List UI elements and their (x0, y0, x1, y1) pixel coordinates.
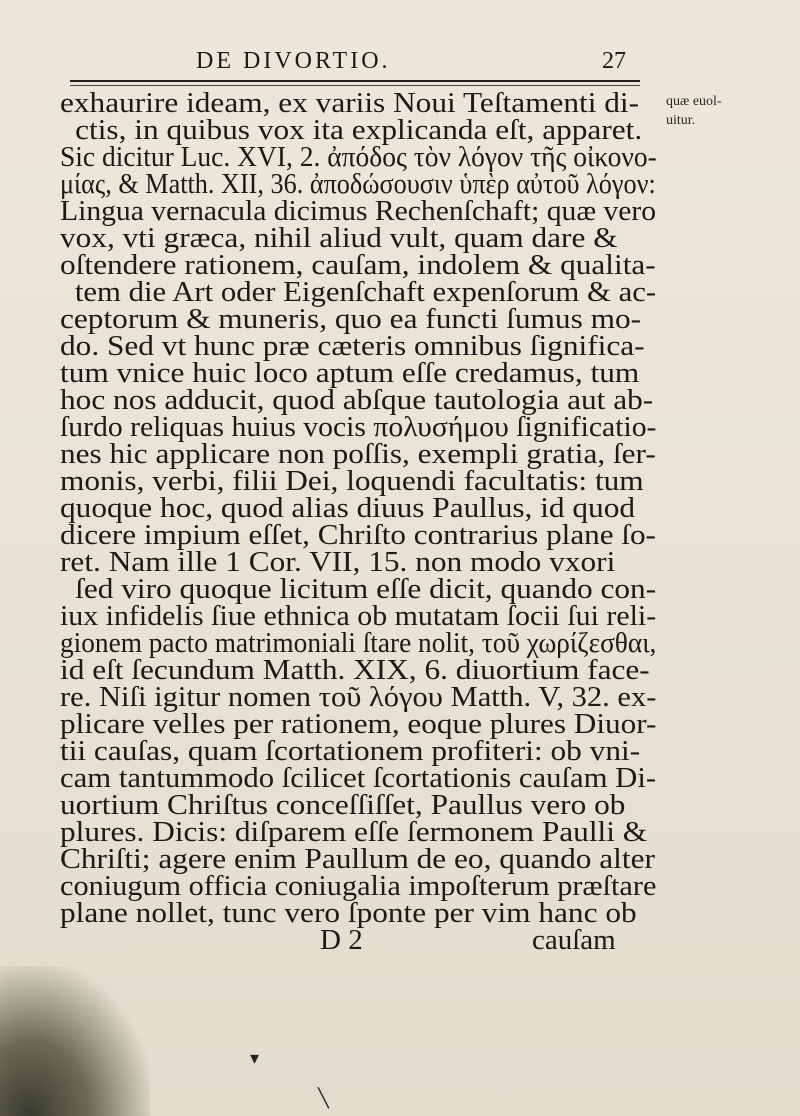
margin-note (666, 92, 796, 130)
text-line: monis, verbi, filii Dei, loquendi facultatis: tum (60, 465, 644, 497)
text-line: ſurdo reliquas huius vocis πολυσήμου ſignificatio- (60, 411, 657, 443)
text-line: hoc nos adducit, quod abſque tautologia aut ab- (60, 384, 654, 416)
text-line: ſed viro quoque licitum eſſe dicit, quando con- (75, 573, 657, 605)
text-line: quoque hoc, quod alias diuus Paullus, id quod (60, 492, 636, 524)
text-line: ctis, in quibus vox ita explicanda eſt, apparet. (75, 114, 643, 146)
text-line: exhaurire ideam, ex variis Noui Teſtamenti di- (60, 87, 640, 119)
text-line: uortium Chriſtus conceſſiſſet, Paullus vero ob (60, 789, 626, 821)
text-line: cam tantummodo ſcilicet ſcortationis cauſam Di- (60, 762, 657, 794)
margin-note-line: quæ euol- (666, 94, 722, 109)
text-line: Lingua vernacula dicimus Rechenſchaft; quæ vero (60, 195, 657, 227)
header-rule (70, 80, 640, 86)
ink-speck: ╲ (318, 1088, 329, 1109)
text-line: re. Niſi igitur nomen τοῦ λόγου Matth. V, 32. ex- (60, 681, 657, 713)
text-line: tii cauſas, quam ſcortationem profiteri: ob vni- (60, 735, 641, 767)
text-line: nes hic applicare non poſſis, exempli gratia, ſer- (60, 438, 656, 470)
text-line: oſtendere rationem, cauſam, indolem & qualita- (60, 249, 656, 281)
text-line: plane nollet, tunc vero ſponte per vim hanc ob (60, 897, 637, 929)
ink-speck: ▾ (250, 1048, 260, 1069)
text-line: gionem pacto matrimoniali ſtare nolit, τοῦ χωρίζεσθαι, (60, 627, 657, 659)
page-header (60, 48, 650, 82)
text-line: Sic dicitur Luc. XVI, 2. ἀπόδος τὸν λόγον τῆς οἰκονο- (60, 141, 657, 173)
text-line: plures. Dicis: diſparem eſſe ſermonem Paulli & (60, 816, 648, 848)
text-line: vox, vti græca, nihil aliud vult, quam dare & (60, 222, 618, 254)
page-shadow (0, 966, 150, 1116)
catch-line (60, 924, 660, 956)
text-line: coniugum officia coniugalia impoſterum præſtare (60, 870, 657, 902)
running-title: DE DIVORTIO. (196, 48, 391, 74)
text-line: μίας, & Matth. XII, 36. ἀποδώσουσιν ὑπὲρ αὐτοῦ λόγον: (60, 168, 656, 200)
catchword: cauſam (532, 924, 616, 956)
signature-mark: D 2 (320, 924, 363, 956)
page-number: 27 (602, 48, 626, 74)
text-line: id eſt ſecundum Matth. XIX, 6. diuortium face- (60, 654, 650, 686)
margin-note-line: uitur. (666, 113, 696, 128)
text-line: ret. Nam ille 1 Cor. VII, 15. non modo vxori (60, 546, 616, 578)
body-text (60, 87, 660, 956)
text-line: plicare velles per rationem, eoque plures Diuor- (60, 708, 657, 740)
text-line: ceptorum & muneris, quo ea functi ſumus mo- (60, 303, 642, 335)
text-line: do. Sed vt hunc præ cæteris omnibus ſignifica- (60, 330, 645, 362)
text-line: tum vnice huic loco aptum eſſe credamus, tum (60, 357, 640, 389)
text-line: tem die Art oder Eigenſchaft expenſorum & ac- (74, 276, 657, 308)
text-line: Chriſti; agere enim Paullum de eo, quando alter (60, 843, 655, 875)
text-line: dicere impium eſſet, Chriſto contrarius plane ſo- (60, 519, 656, 551)
text-line: iux infidelis ſiue ethnica ob mutatam ſocii ſui reli- (60, 600, 657, 632)
